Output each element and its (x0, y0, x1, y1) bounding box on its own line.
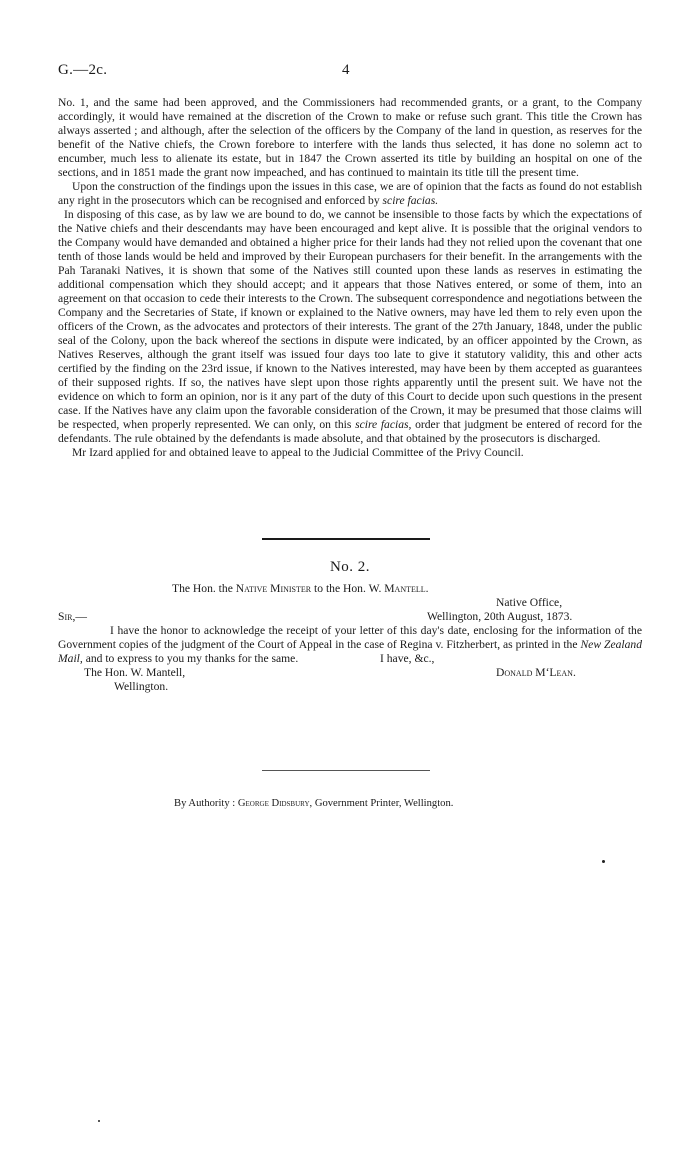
letter-body-italic: New Zealand Mail, (58, 638, 642, 665)
letter-heading (172, 582, 429, 596)
print-speck (602, 860, 605, 863)
footer-divider (262, 770, 430, 771)
disposing-text-b: order that judgment be entered of record for the defendants. The rule obtained by the defendants is made absolute, and that obtained by the prosecutors is discharged. (58, 418, 642, 445)
letter-number: No. 2. (329, 559, 371, 575)
letter-closing: I have, &c., (380, 652, 435, 665)
findings-text: Upon the construction of the findings upon the issues in this case, we are of opinion that the facts as found do not establish any right in the prosecutors which can be recognised and enforced by (58, 180, 642, 207)
printer-name: George Didsbury, (237, 798, 313, 809)
findings-italic: scire facias. (382, 194, 439, 207)
heading-prefix: The Hon. the (172, 582, 233, 595)
heading-title: Native Minister (235, 582, 312, 595)
document-reference: G.—2c. (58, 62, 108, 78)
section-divider (262, 538, 430, 540)
letter-office: Native Office, (496, 596, 563, 609)
paragraph-disposing (58, 208, 642, 446)
paragraph-findings (58, 180, 642, 208)
imprint-suffix: Government Printer, Wellington. (314, 798, 454, 809)
page-header (58, 62, 642, 82)
addressee-place: Wellington. (114, 680, 169, 693)
letter-date: Wellington, 20th August, 1873. (427, 610, 573, 623)
judgment-text (58, 96, 642, 460)
disposing-italic: scire facias, (355, 418, 412, 431)
addressee-name: The Hon. W. Mantell, (84, 666, 186, 679)
paragraph-grant-title: No. 1, and the same had been approved, and the Commissioners had recommended grants, or a grant, to the Company accordingly, it would have remained at the discretion of the Crown to make or refuse such grant. This title the Crown has always asserted ; and although, after the selection of the officers by the Company of the land in question, as reserves for the benefit of the Native chiefs, the Crown forebore to interfere with the lands thus selected, it has done no solemn act to encumber, much less to alienate its estate, but in 1847 the Crown asserted its title by building an hospital on one of the sections, and in 1851 made the grant now impeached, and has continued to maintain its title till the present time. (58, 96, 642, 179)
letter-body-a: I have the honor to acknowledge the receipt of your letter of this day's date, enclosing for the information of the Government copies of the judgment of the Court of Appeal in the case of Regina v. Fitzherbert, as printed in the (58, 624, 642, 651)
heading-middle: to the Hon. W. (314, 582, 382, 595)
letter-body (58, 624, 642, 666)
heading-name: Mantell. (384, 582, 429, 595)
letter-body-b: and to express to you my thanks for the same. (85, 652, 299, 665)
imprint-prefix: By Authority : (174, 798, 236, 809)
letter-signature: Donald M‘Lean. (496, 666, 576, 679)
printer-imprint (174, 797, 453, 811)
letter-salutation: Sir,— (58, 610, 87, 623)
page-number: 4 (342, 62, 350, 78)
print-speck (98, 1120, 100, 1122)
disposing-text-a: In disposing of this case, as by law we are bound to do, we cannot be insensible to those facts by which the expectations of the Native chiefs and their descendants may have been encouraged and kept alive. It is possible that the original vendors to the Company would have demanded and obtained a higher price for their lands had they not relied upon the covenant that one tenth of those lands would be held and improved by their European purchasers for their benefit. In the arrangements with the Pah Taranaki Natives, it is shown that some of the Natives still counted upon these lands as reserves in estimating the additional compensation which they should accept; and it appears that those Natives entered, or some of them, into an agreement on that occasion to cede their interests to the Crown. The subsequent correspondence and negotiations between the Company and the Secretaries of State, if known or explained to the Native owners, may have led them to rely even upon the officers of the Crown, as the advocates and protectors of their interests. The grant of the 27th January, 1848, under the public seal of the Colony, upon the back whereof the sections in dispute were indicated, by an officer appointed by the Crown, as Natives Reserves, although the grant itself was issued four days too late to give it statutory validity, this and other acts certified by the finding on the 23rd issue, if known to the Natives interested, may have been by them accepted as guarantees of their supposed rights. If so, the natives have slept upon those rights apparently until the present suit. We have not the evidence on which to form an opinion, nor is it any part of the duty of this Court to decide upon such questions in the present case. If the Natives have any claim upon the favorable consideration of the Crown, it may be presumed that those claims will be respected, when properly represented. We can only, on this (58, 208, 642, 431)
paragraph-appeal: Mr Izard applied for and obtained leave to appeal to the Judicial Committee of the Privy Council. (72, 446, 524, 459)
